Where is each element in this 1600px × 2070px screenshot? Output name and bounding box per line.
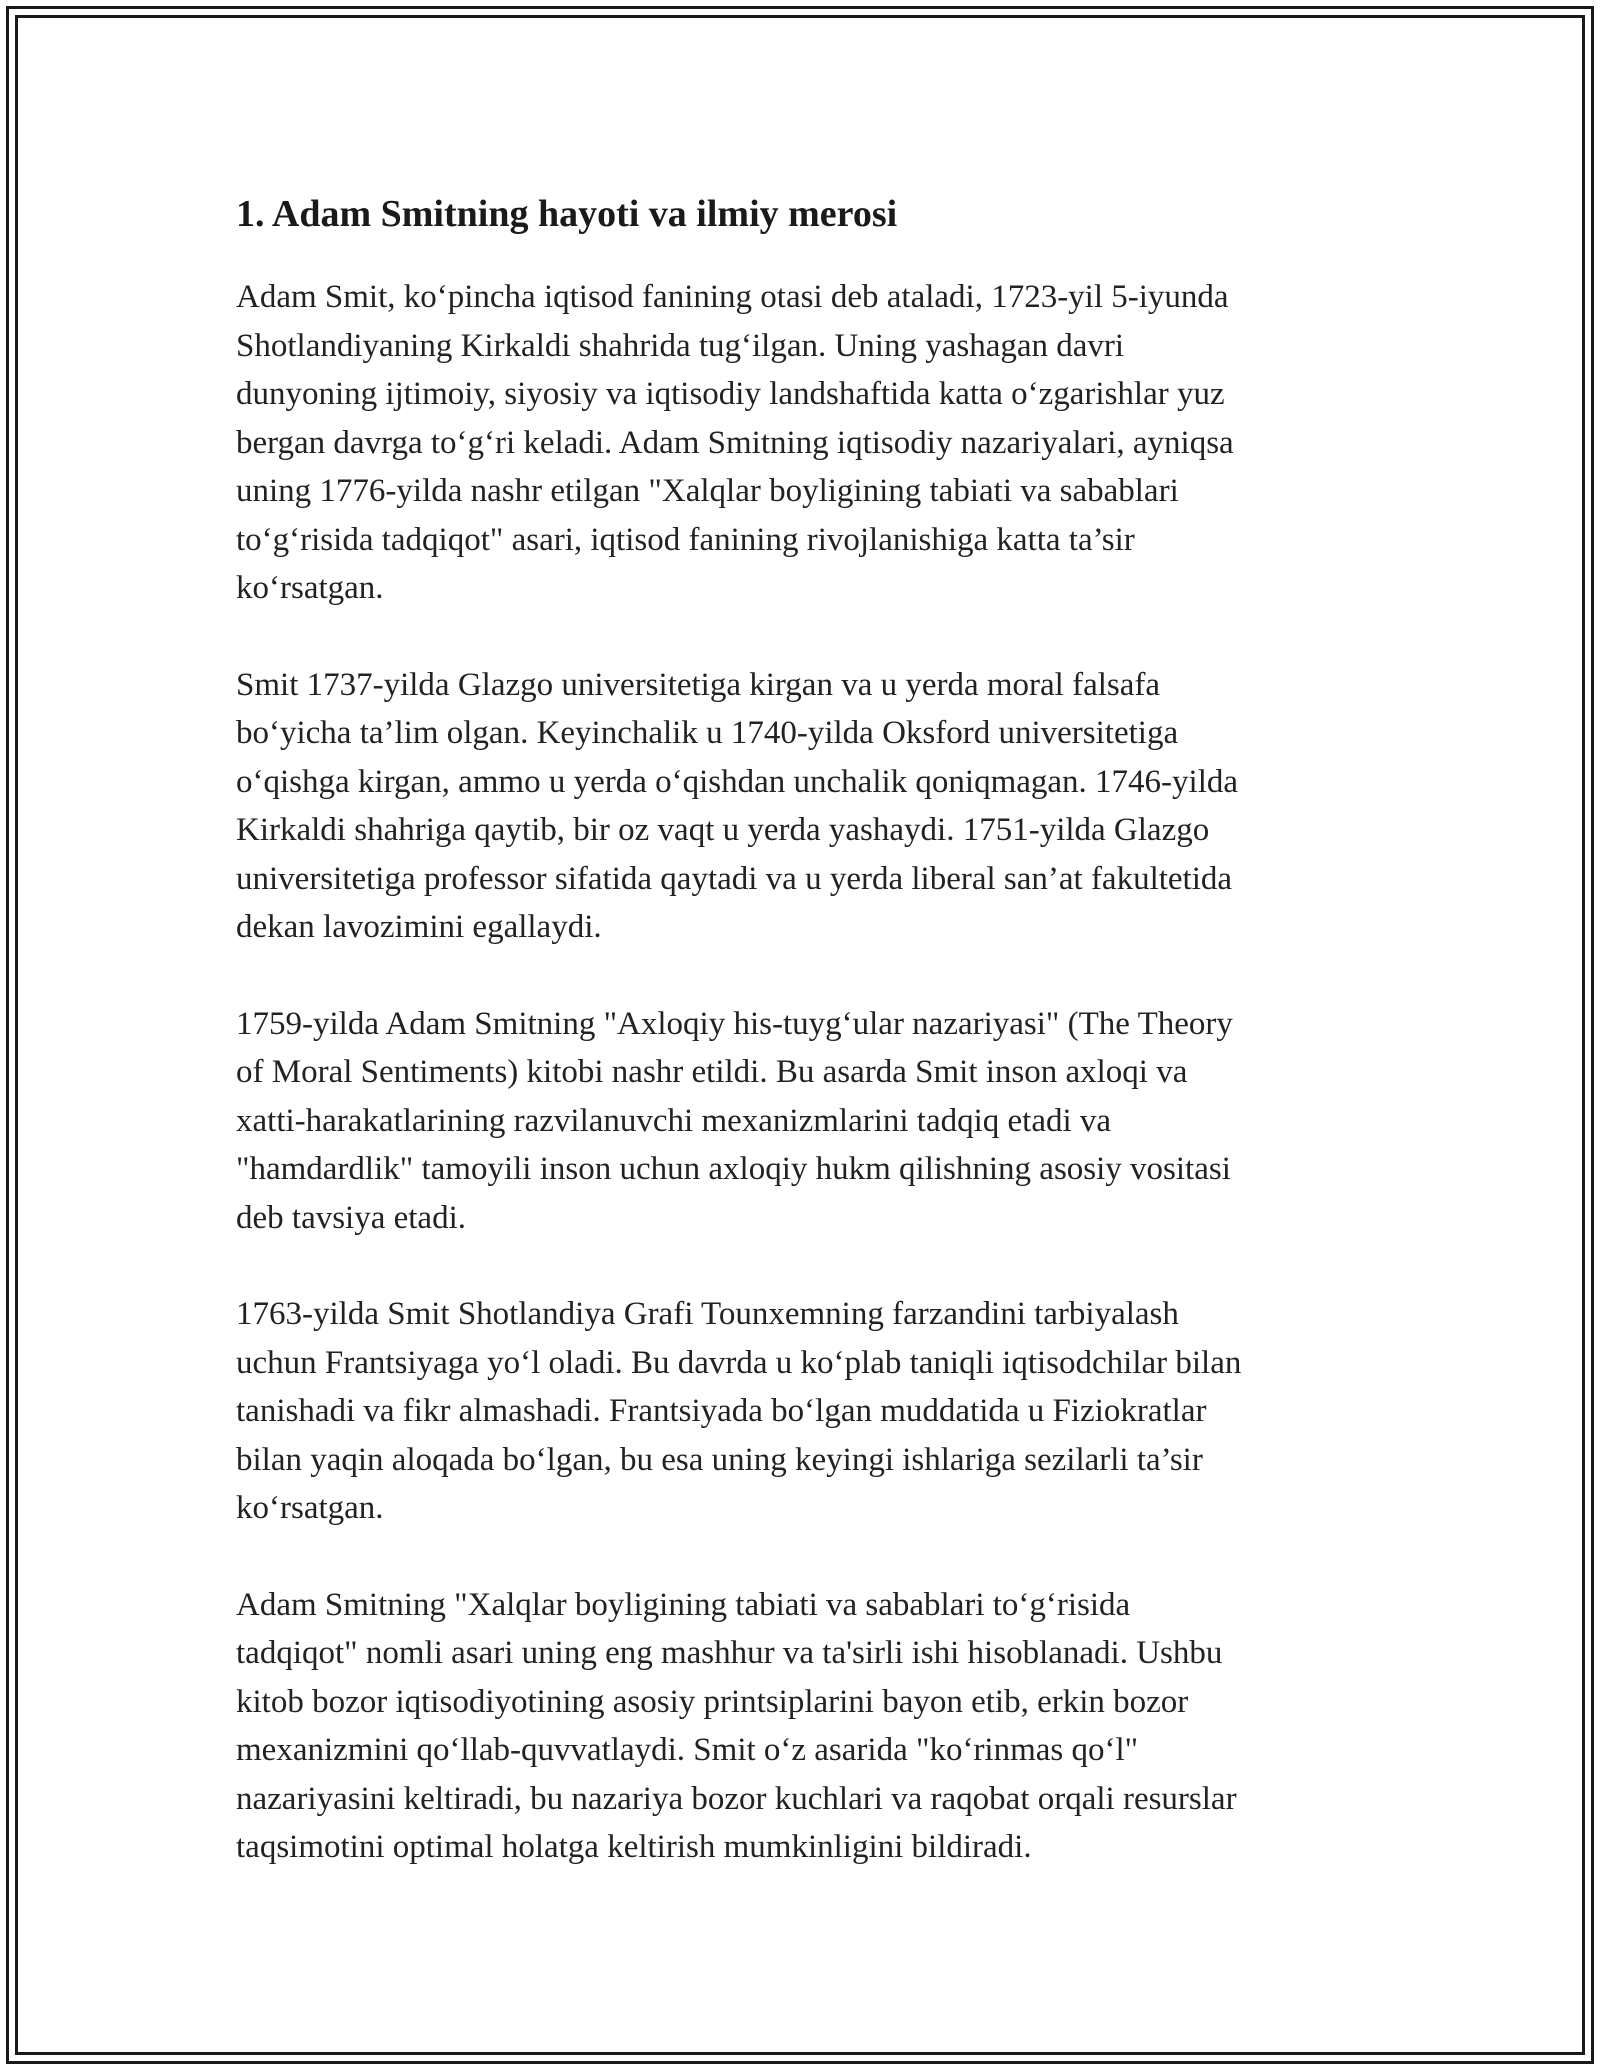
text-line: bergan davrga to‘g‘ri keladi. Adam Smitning iqtisodiy nazariyalari, ayniqsa — [236, 424, 1234, 461]
text-line: ko‘rsatgan. — [236, 570, 384, 606]
text-line: dekan lavozimini egallaydi. — [236, 909, 602, 945]
section-heading: 1. Adam Smitning hayoti va ilmiy merosi — [236, 193, 898, 235]
text-line: o‘qishga kirgan, ammo u yerda o‘qishdan unchalik qoniqmagan. 1746-yilda — [236, 763, 1239, 800]
text-line: ko‘rsatgan. — [236, 1490, 384, 1526]
document-body — [236, 185, 1366, 1920]
text-line: deb tavsiya etadi. — [236, 1199, 467, 1236]
text-line: universitetiga professor sifatida qaytadi va u yerda liberal san’at fakultetida — [236, 860, 1233, 897]
text-line: Kirkaldi shahriga qaytib, bir oz vaqt u yerda yashaydi. 1751-yilda Glazgo — [236, 812, 1210, 848]
text-line: 1763-yilda Smit Shotlandiya Grafi Tounxemning farzandini tarbiyalash — [236, 1296, 1179, 1332]
text-line: 1759-yilda Adam Smitning "Axloqiy his-tuyg‘ular nazariyasi" (The Theory — [236, 1005, 1233, 1042]
text-line: bilan yaqin aloqada bo‘lgan, bu esa uning keyingi ishlariga sezilarli ta’sir — [236, 1441, 1203, 1478]
text-line: Adam Smitning "Xalqlar boyligining tabiati va sabablari to‘g‘risida — [236, 1586, 1131, 1623]
text-line: bo‘yicha ta’lim olgan. Keyinchalik u 1740-yilda Oksford universitetiga — [236, 715, 1179, 751]
text-line: Shotlandiyaning Kirkaldi shahrida tug‘ilgan. Uning yashagan davri — [236, 327, 1125, 364]
paragraph-5 — [236, 1581, 1366, 1872]
text-line: mexanizmini qo‘llab-quvvatlaydi. Smit o‘z asarida "ko‘rinmas qo‘l" — [236, 1732, 1139, 1768]
text-line: uning 1776-yilda nashr etilgan "Xalqlar boyligining tabiati va sabablari — [236, 473, 1179, 509]
text-line: taqsimotini optimal holatga keltirish mumkinligini bildiradi. — [236, 1829, 1032, 1865]
text-line: xatti-harakatlarining razvilanuvchi mexanizmlarini tadqiq etadi va — [236, 1102, 1112, 1139]
paragraph-3 — [236, 1000, 1366, 1243]
text-line: Adam Smit, ko‘pincha iqtisod fanining otasi deb ataladi, 1723-yil 5-iyunda — [236, 279, 1229, 315]
text-line: to‘g‘risida tadqiqot" asari, iqtisod fanining rivojlanishiga katta ta’sir — [236, 521, 1135, 558]
text-line: of Moral Sentiments) kitobi nashr etildi. Bu asarda Smit inson axloqi va — [236, 1054, 1188, 1090]
text-line: tadqiqot" nomli asari uning eng mashhur va ta'sirli ishi hisoblanadi. Ushbu — [236, 1635, 1223, 1671]
paragraph-1 — [236, 273, 1366, 613]
text-line: dunyoning ijtimoiy, siyosiy va iqtisodiy landshaftida katta o‘zgarishlar yuz — [236, 376, 1225, 412]
paragraph-4 — [236, 1290, 1366, 1533]
paragraph-2 — [236, 661, 1366, 952]
text-line: Smit 1737-yilda Glazgo universitetiga kirgan va u yerda moral falsafa — [236, 666, 1161, 703]
text-line: tanishadi va fikr almashadi. Frantsiyada bo‘lgan muddatida u Fiziokratlar — [236, 1393, 1207, 1429]
text-line: "hamdardlik" tamoyili inson uchun axloqiy hukm qilishning asosiy vositasi — [236, 1151, 1231, 1187]
text-line: uchun Frantsiyaga yo‘l oladi. Bu davrda u ko‘plab taniqli iqtisodchilar bilan — [236, 1344, 1242, 1381]
text-line: nazariyasini keltiradi, bu nazariya bozor kuchlari va raqobat orqali resurslar — [236, 1780, 1237, 1817]
text-line: kitob bozor iqtisodiyotining asosiy printsiplarini bayon etib, erkin bozor — [236, 1683, 1189, 1720]
